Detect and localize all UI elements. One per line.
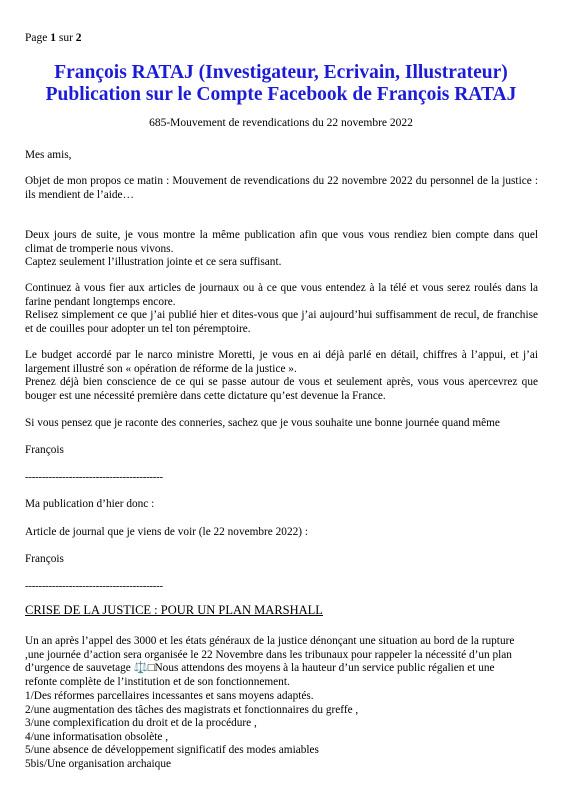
list-item: 1/Des réformes parcellaires incessantes et sans moyens adaptés.: [25, 690, 314, 702]
paragraph-2-sentence-2: Relisez simplement ce que j’ai publié hier et dites-vous que j’ai aujourd’hui suffisamment de recul, de franchise et de couilles pour adopter un tel ton péremptoire.: [25, 309, 538, 335]
list-item: 3/une complexification du droit et de la procédure ,: [25, 717, 257, 730]
objet-paragraph: Objet de mon propos ce matin : Mouvement de revendications du 22 novembre 2022 du personnel de la justice : ils mendient de l’aide…: [25, 175, 538, 201]
of-word: sur: [58, 32, 73, 44]
paragraph-1: [25, 229, 538, 270]
separator-2: -----------------------------------------: [25, 580, 163, 592]
page-word: Page: [25, 32, 48, 44]
document-subtitle: 685-Mouvement de revendications du 22 novembre 2022: [149, 117, 413, 129]
paragraph-2-sentence-1: Continuez à vous fier aux articles de journaux ou à ce que vous entendez à la télé et vous serez roulés dans la farine pendant longtemps encore.: [25, 282, 538, 308]
yesterday-publication-label: Ma publication d’hier donc :: [25, 498, 155, 510]
crise-paragraph: [25, 635, 538, 689]
paragraph-2: [25, 282, 538, 336]
document-title-line-1: François RATAJ (Investigateur, Ecrivain, Illustrateur): [54, 62, 508, 83]
paragraph-3: [25, 349, 538, 403]
greeting: Mes amis,: [25, 149, 72, 161]
list-item: 5/une absence de développement significatif des modes amiables: [25, 744, 319, 757]
paragraph-1-sentence-2: Captez seulement l’illustration jointe et ce sera suffisant.: [25, 256, 282, 269]
reform-list: [25, 690, 538, 772]
list-item: 5bis/Une organisation archaique: [25, 757, 171, 770]
paragraph-4: Si vous pensez que je raconte des conneries, sachez que je vous souhaite une bonne journée quand même: [25, 417, 500, 429]
paragraph-1-sentence-1: Deux jours de suite, je vous montre la même publication afin que vous vous rendiez bien compte dans quel climat de tromperie nous vivons.: [25, 229, 538, 255]
signature-1: François: [25, 444, 64, 456]
crise-line: ,une journée d’action sera organisée le 22 Novembre dans les tribunaux pour rappeler la nécessité d’un plan: [25, 648, 512, 661]
crise-line: d’urgence de sauvetage ⚖️□Nous attendons des moyens à la hauteur d’un service public régalien et une: [25, 662, 495, 675]
page-total: 2: [75, 32, 82, 44]
crise-line: Un an après l’appel des 3000 et les états généraux de la justice dénonçant une situation au bord de la rupture: [25, 635, 515, 647]
document-title-line-2: Publication sur le Compte Facebook de François RATAJ: [45, 84, 517, 105]
list-item: 4/une informatisation obsolète ,: [25, 730, 169, 743]
list-item: 2/une augmentation des tâches des magistrats et fonctionnaires du greffe ,: [25, 703, 359, 716]
article-intro: Article de journal que je viens de voir (le 22 novembre 2022) :: [25, 526, 308, 538]
page-number: 1: [50, 32, 56, 44]
article-heading-text: CRISE DE LA JUSTICE : POUR UN PLAN MARSHALL: [25, 603, 323, 617]
crise-line: refonte complète de l’institution et de son fonctionnement.: [25, 675, 290, 688]
page-number-header: [25, 32, 82, 46]
paragraph-3-sentence-1: Le budget accordé par le narco ministre Moretti, je vous en ai déjà parlé en détail, chiffres à l’appui, et j’ai largement illustré son « opération de réforme de la justice ».: [25, 349, 538, 375]
article-heading: [25, 604, 323, 618]
paragraph-3-sentence-2: Prenez déjà bien conscience de ce qui se passe autour de vous et seulement après, vous vous apercevrez que bouger est une nécessité première dans cette dictature qu’est devenue la France.: [25, 376, 538, 402]
signature-2: François: [25, 553, 64, 565]
separator-1: -----------------------------------------: [25, 471, 163, 483]
